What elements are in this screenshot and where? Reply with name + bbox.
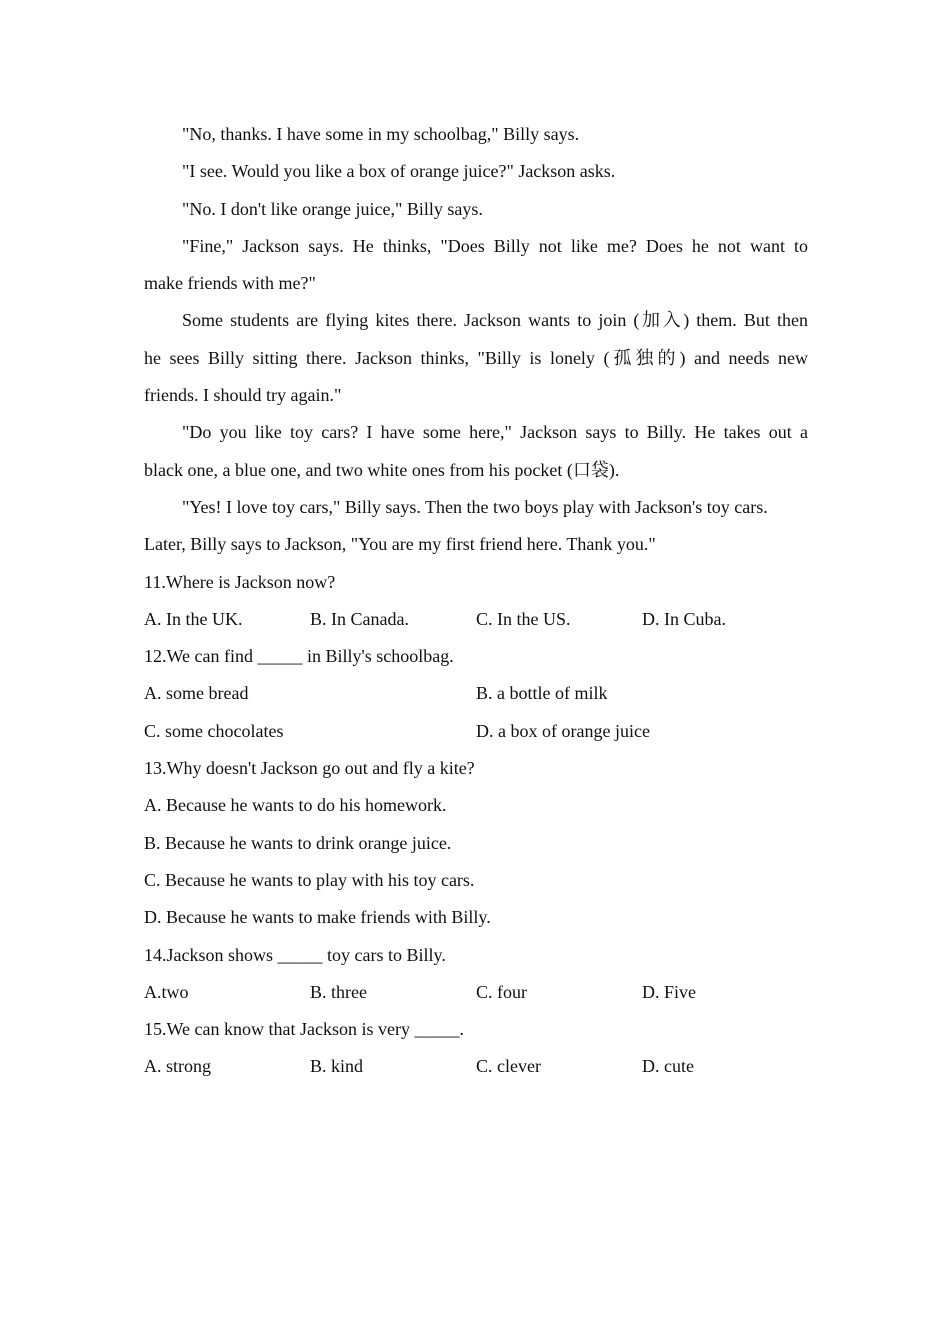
question-stem: 12.We can find _____ in Billy's schoolbag. — [144, 646, 454, 667]
option-a: A. In the UK. — [144, 608, 243, 629]
passage-line: "Fine," Jackson says. He thinks, "Does Billy not like me? Does he not want to — [182, 235, 808, 256]
option-b: B. kind — [310, 1056, 364, 1077]
option-d: D. In Cuba. — [642, 608, 726, 629]
passage-line: make friends with me?" — [144, 273, 316, 294]
option-d: D. Because he wants to make friends with Billy. — [144, 907, 491, 928]
question-options — [144, 974, 808, 1011]
passage-line: "Do you like toy cars? I have some here," Jackson says to Billy. He takes out a — [182, 422, 808, 443]
option-b: B. Because he wants to drink orange juice. — [144, 832, 452, 853]
question-stem: 13.Why doesn't Jackson go out and fly a kite? — [144, 758, 475, 779]
option-d: D. cute — [642, 1056, 694, 1077]
question-options — [144, 601, 808, 638]
option-a: A. some bread — [144, 683, 249, 704]
option-d: D. Five — [642, 981, 696, 1002]
question-options — [144, 713, 808, 750]
option-d: D. a box of orange juice — [476, 720, 650, 741]
question-stem: 15.We can know that Jackson is very _____. — [144, 1019, 464, 1040]
passage-line: "Yes! I love toy cars," Billy says. Then the two boys play with Jackson's toy cars. — [182, 496, 768, 517]
option-c: C. clever — [476, 1056, 541, 1077]
passage-line: black one, a blue one, and two white ones from his pocket (口袋). — [144, 459, 620, 480]
question-stem: 11.Where is Jackson now? — [144, 571, 336, 592]
question-options — [144, 675, 808, 712]
option-a: A.two — [144, 981, 189, 1002]
passage-line: "No, thanks. I have some in my schoolbag," Billy says. — [182, 124, 580, 144]
passage-line: "No. I don't like orange juice," Billy says. — [182, 198, 483, 219]
document-page — [144, 116, 808, 1086]
option-c: C. Because he wants to play with his toy cars. — [144, 869, 475, 890]
option-b: B. In Canada. — [310, 608, 409, 629]
option-c: C. some chocolates — [144, 720, 284, 741]
question-stem: 14.Jackson shows _____ toy cars to Billy. — [144, 944, 446, 965]
option-b: B. three — [310, 981, 367, 1002]
option-c: C. In the US. — [476, 608, 571, 629]
passage-line: Some students are flying kites there. Jackson wants to join (加入) them. But then — [182, 310, 808, 331]
option-b: B. a bottle of milk — [476, 683, 608, 704]
option-a: A. Because he wants to do his homework. — [144, 795, 447, 816]
question-options — [144, 1048, 808, 1085]
passage-line: Later, Billy says to Jackson, "You are my first friend here. Thank you." — [144, 534, 656, 555]
option-a: A. strong — [144, 1056, 211, 1077]
option-c: C. four — [476, 981, 527, 1002]
passage-line: "I see. Would you like a box of orange juice?" Jackson asks. — [182, 161, 616, 182]
passage-line: friends. I should try again." — [144, 385, 342, 406]
passage-line: he sees Billy sitting there. Jackson thinks, "Billy is lonely (孤独的) and needs new — [144, 347, 808, 368]
